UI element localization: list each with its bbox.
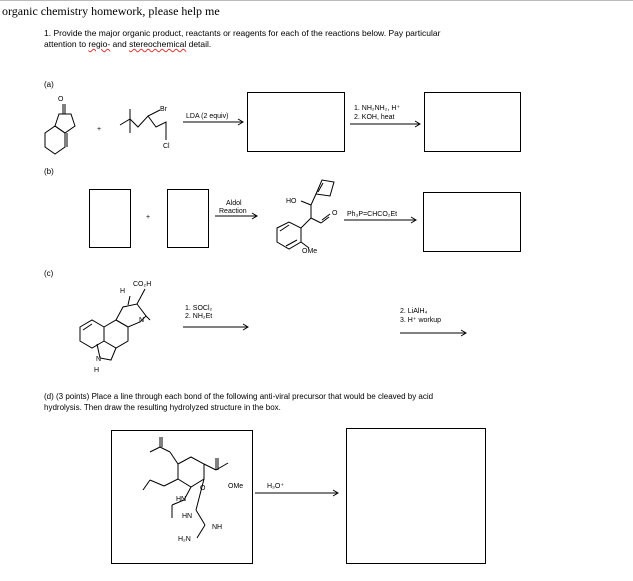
prompt-end: detail. [186,39,212,49]
hn-label-2: HN [182,513,193,520]
ome-label-b: OMe [302,248,318,255]
cyclopentanone-structure [45,104,75,154]
part-d-line2: hydrolysis. Then draw the resulting hydrolyzed structure in the box. [44,403,281,412]
part-a-label: (a) [44,80,54,89]
part-d-prompt [44,391,564,413]
ring-o-label: O [200,485,206,492]
ome-label-d: OMe [228,483,244,490]
reagent-b1-line1: Aldol [226,200,242,207]
nh-label: NH [212,524,223,531]
h2n-label: H₂N [178,536,191,543]
br-label: Br [160,106,167,113]
stereo-word: stereochemical [129,39,187,49]
page-title: organic chemistry homework, please help me [2,4,220,18]
reagent-d: H₃O⁺ [267,483,285,490]
stereo-h-label: H [120,288,126,295]
reagent-b1-line2: Reaction [219,208,247,215]
answer-box-b1[interactable] [89,189,131,248]
reagent-a2-line1: 1. NH₂NH₂, H⁺ [354,105,401,112]
answer-box-d[interactable] [346,428,486,564]
reagent-c2-line2: 3. H⁺ workup [400,317,442,324]
regio-word: regio- [88,39,111,49]
prompt-mid: attention to [44,39,89,49]
aldol-product-structure [277,180,334,249]
co2h-label: CO₂H [133,281,152,288]
indole-h-label: H [94,367,100,374]
part-a-plus: + [97,126,102,133]
cl-label: Cl [163,143,170,150]
answer-box-b3[interactable] [423,192,521,252]
reagent-b2: Ph₃P=CHCO₂Et [347,211,398,218]
reagent-a1: LDA (2 equiv) [186,113,229,120]
ho-label: HO [286,198,297,205]
answer-box-a2[interactable] [424,92,521,152]
reagent-c2-line1: 2. LiAlH₄ [400,308,428,315]
answer-box-b2[interactable] [167,189,209,248]
amine-n-label: N [139,317,145,324]
part-d-line1: (d) (3 points) Place a line through each bond of the following anti-viral precursor that would be cleaved by acid [44,392,434,401]
part-b-plus: + [146,214,151,221]
and-word: and [110,39,130,49]
hn-label-1: HN [176,496,187,503]
part-b-label: (b) [44,167,54,176]
reagent-c1-line1: 1. SOCl₂ [185,305,213,312]
reagent-a2-line2: 2. KOH, heat [354,114,395,121]
aldehyde-o-label: O [332,210,338,217]
ketone-o-label: O [58,96,64,103]
indole-n-label: N [96,356,102,363]
answer-box-a1[interactable] [247,92,345,152]
prompt-start: 1. Provide the major organic product, reactants or reagents for each of the reactions below. Pay particular [44,28,441,38]
reagent-c1-line2: 2. NH₂Et [185,313,213,320]
part-c-label: (c) [44,269,54,278]
